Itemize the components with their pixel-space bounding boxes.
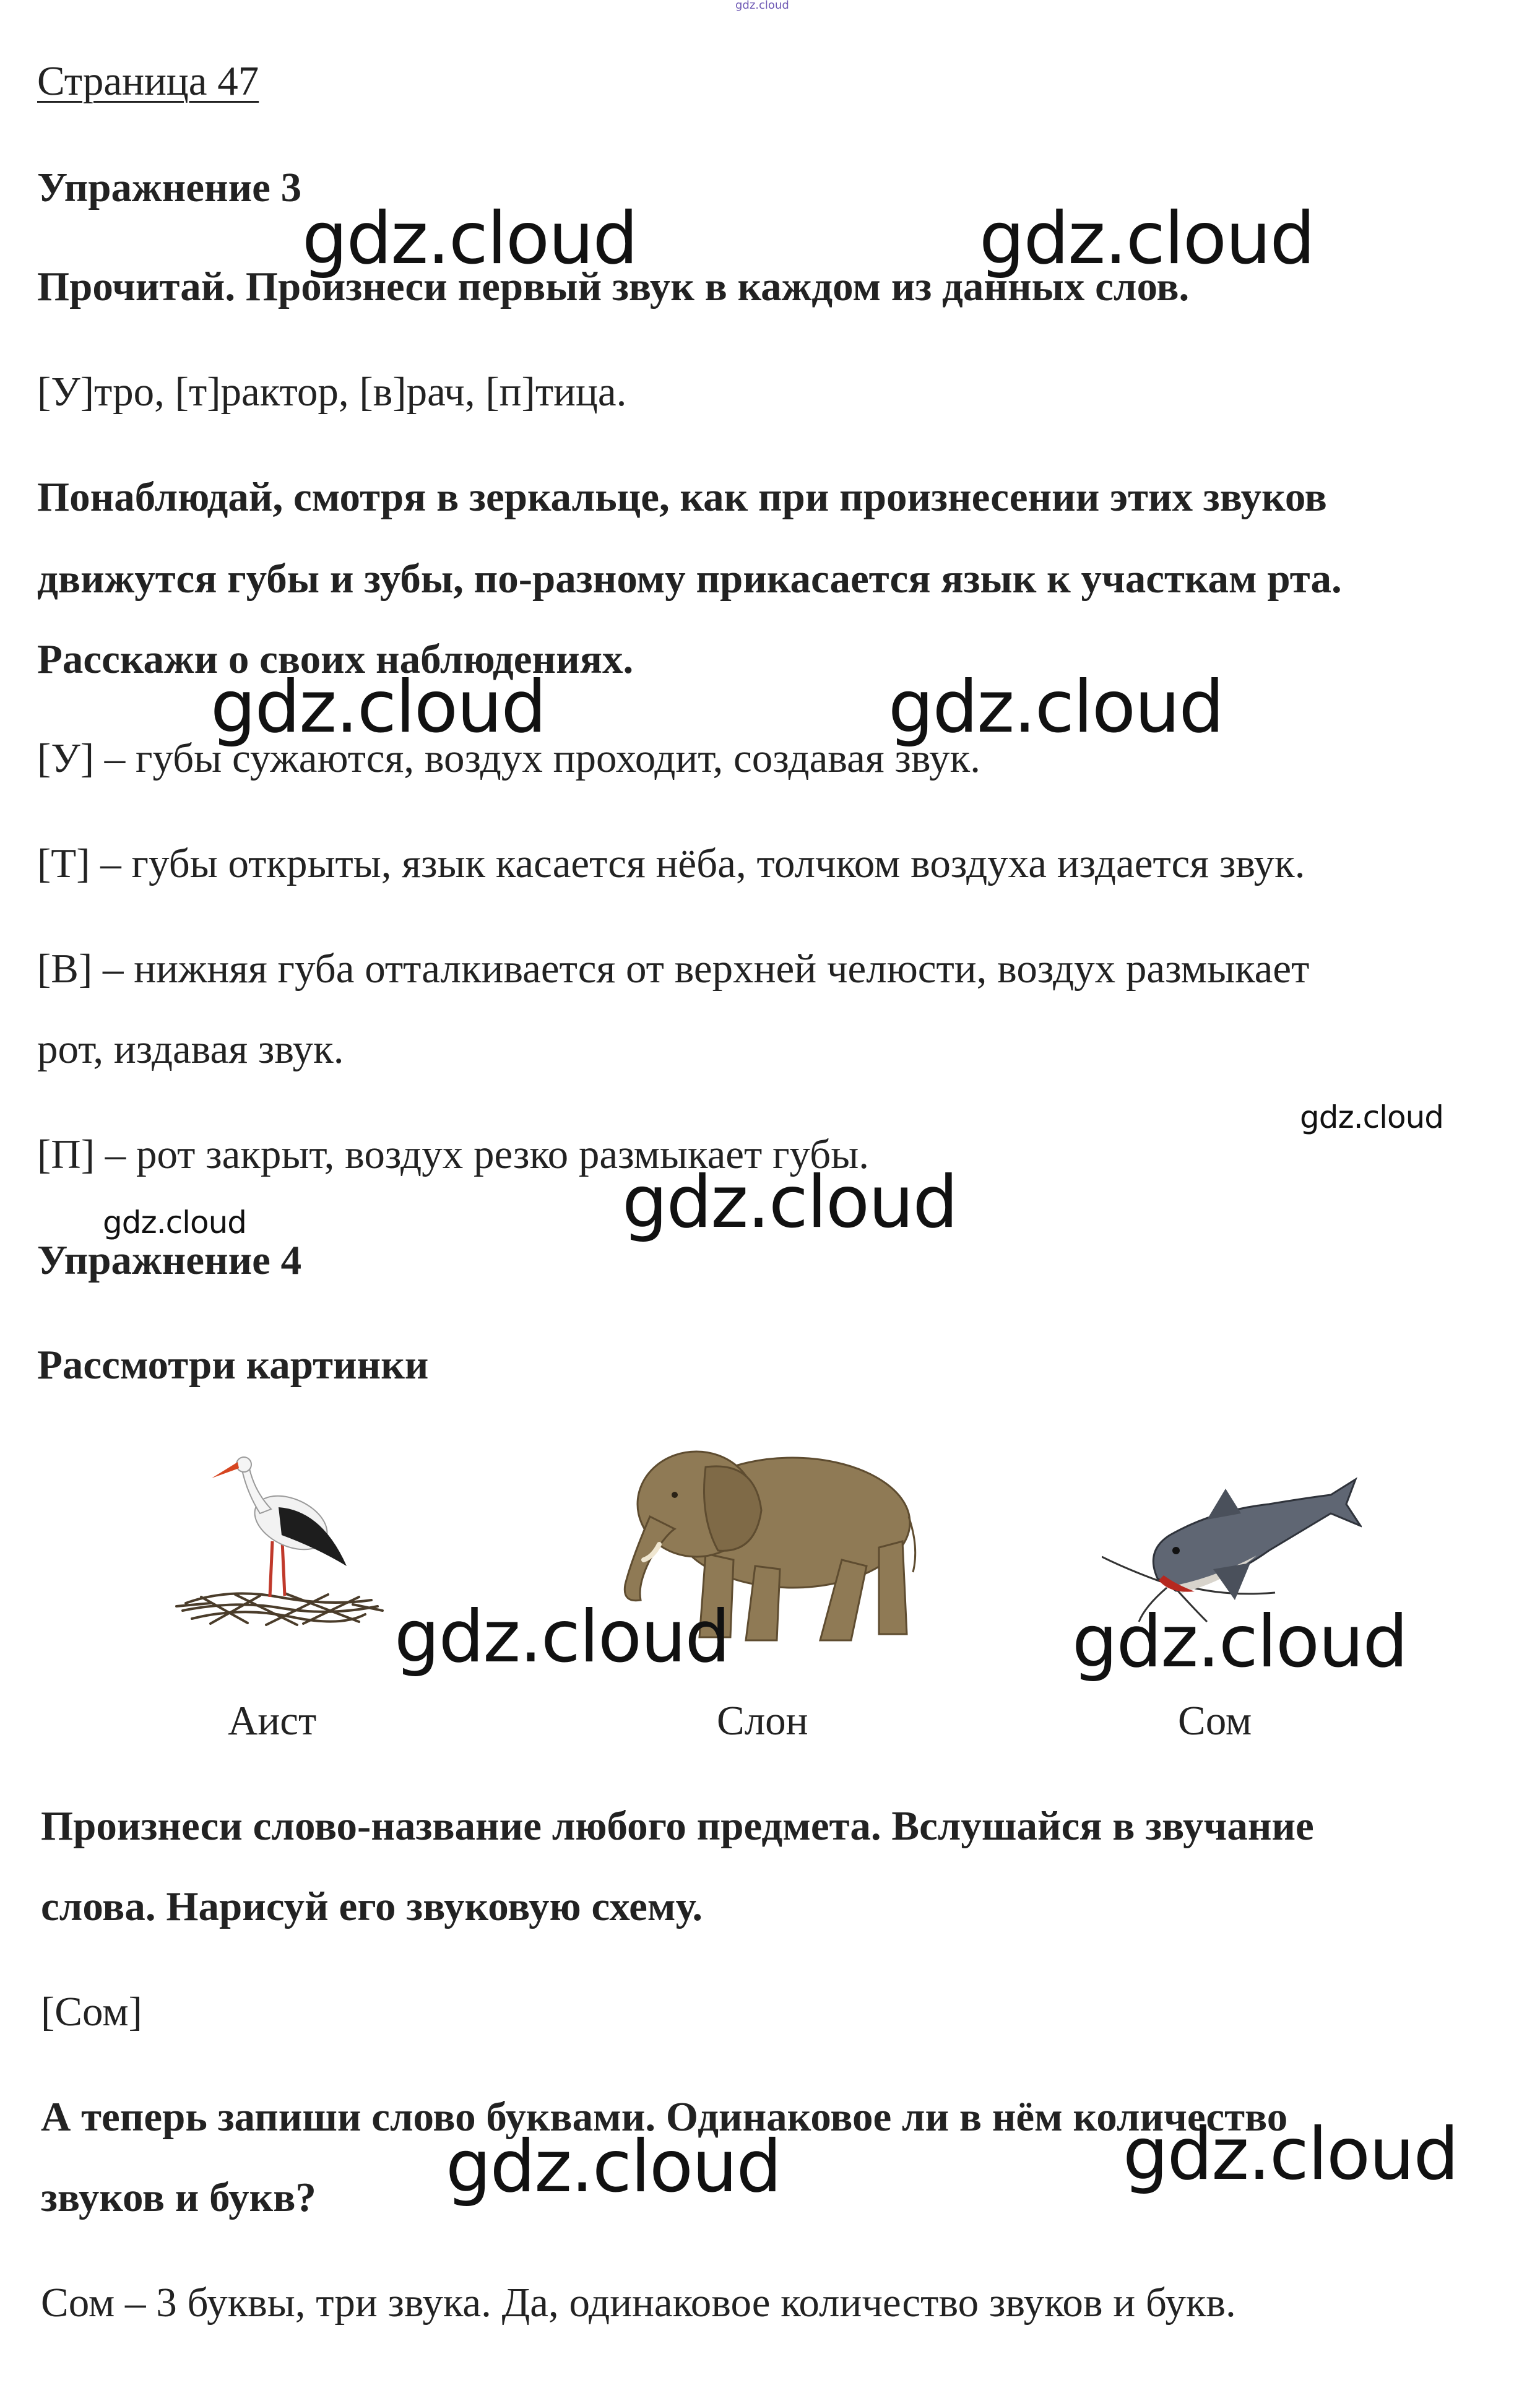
watermark: gdz.cloud (446, 2125, 781, 2209)
watermark: gdz.cloud (103, 1205, 247, 1240)
watermark: gdz.cloud (622, 1161, 958, 1244)
stork-on-nest-icon (173, 1448, 384, 1640)
exercise-4-task-2-line-1: Произнеси слово-название любого предмета. Вслушайся в звучание (41, 1803, 1314, 1849)
page-header: Страница 47 (37, 58, 259, 104)
exercise-4-answer-3: Сом – 3 буквы, три звука. Да, одинаковое количество звуков и букв. (41, 2280, 1236, 2326)
exercise-4-task-2-line-2: слова. Нарисуй его звуковую схему. (41, 1884, 703, 1929)
answer-sound-t: [Т] – губы открыты, язык касается нёба, толчком воздуха издается звук. (37, 841, 1305, 886)
watermark: gdz.cloud (210, 665, 546, 749)
exercise-3-task-2-line-1: Понаблюдай, смотря в зеркальце, как при произнесении этих звуков (37, 474, 1327, 520)
watermark: gdz.cloud (1072, 1600, 1408, 1684)
watermark: gdz.cloud (1300, 1099, 1444, 1135)
exercise-4-task-3-line-2: звуков и букв? (41, 2174, 316, 2220)
watermark: gdz.cloud (302, 197, 638, 280)
picture-caption-stork: Аист (228, 1698, 317, 1744)
picture-caption-catfish: Сом (1178, 1698, 1252, 1744)
exercise-4-task-3-line-1: А теперь запиши слово буквами. Одинаковое ли в нём количество (41, 2094, 1288, 2140)
exercise-3-task-1: Прочитай. Произнеси первый звук в каждом из данных слов. (37, 264, 1190, 309)
watermark: gdz.cloud (979, 197, 1315, 280)
watermark: gdz.cloud (1123, 2113, 1458, 2196)
exercise-3-answer-1: [У]тро, [т]рактор, [в]рач, [п]тица. (37, 369, 627, 415)
answer-sound-p: [П] – рот закрыт, воздух резко размыкает губы. (37, 1132, 870, 1177)
exercise-3-task-2-line-2: движутся губы и зубы, по-разному прикасается язык к участкам рта. (37, 556, 1342, 602)
picture-caption-elephant: Слон (717, 1698, 808, 1744)
exercise-4-answer-2: [Сом] (41, 1989, 142, 2035)
exercise-3-title: Упражнение 3 (37, 165, 302, 210)
top-watermark: gdz.cloud (735, 0, 789, 12)
exercise-4-title: Упражнение 4 (37, 1237, 302, 1283)
exercise-3-task-2-line-3: Расскажи о своих наблюдениях. (37, 636, 634, 682)
watermark: gdz.cloud (888, 665, 1224, 749)
exercise-4-task-1: Рассмотри картинки (37, 1342, 429, 1388)
answer-sound-v-line-1: [В] – нижняя губа отталкивается от верхней челюсти, воздух размыкает (37, 946, 1310, 992)
watermark: gdz.cloud (394, 1595, 730, 1679)
answer-sound-v-line-2: рот, издавая звук. (37, 1026, 344, 1072)
answer-sound-u: [У] – губы сужаются, воздух проходит, создавая звук. (37, 735, 980, 781)
